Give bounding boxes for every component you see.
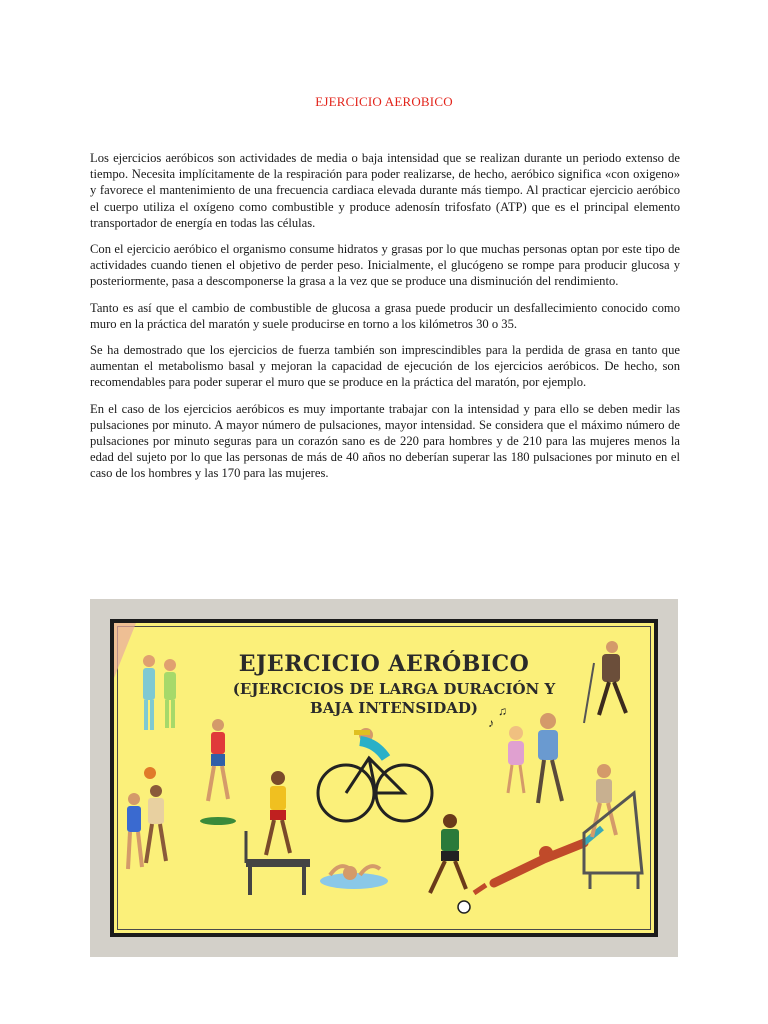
svg-text:♫: ♫ bbox=[498, 704, 507, 718]
basketball-players-figure bbox=[127, 767, 166, 869]
cyclist-figure bbox=[318, 728, 432, 821]
elliptical-user-figure bbox=[584, 764, 642, 889]
paragraph-2: Con el ejercicio aeróbico el organismo consume hidratos y grasas por lo que muchas personas optan por este tipo de actividades cuando tienen el objetivo de perder peso. Inicialmente, el glucógeno se rompe para producir glucosa y posteriormente, pasa a descomponerse la grasa a la vez que se produce una disminución del rendimiento. bbox=[90, 242, 680, 289]
dancers-figure bbox=[488, 704, 562, 803]
svg-text:♪: ♪ bbox=[488, 716, 494, 730]
paragraph-1: Los ejercicios aeróbicos son actividades de media o baja intensidad que se realizan durante un periodo extenso de tiempo. Necesita implícitamente de la respiración para poder realizarse, de hecho, aeróbico significa «con oxigeno» y favorece el mantenimiento de una frecuencia cardiaca elevada durante más tiempo. Al practicar ejercicio aeróbico el cuerpo utiliza el oxígeno como combustible y produce adenosín trifosfato (ATP) que es el principal elemento transportador de energía en todas las células. bbox=[90, 151, 680, 230]
document-title: EJERCICIO AEROBICO bbox=[315, 94, 453, 109]
runner-figure bbox=[200, 719, 236, 825]
swimmer-figure bbox=[320, 866, 388, 889]
soccer-player-figure bbox=[430, 814, 470, 913]
poster-subheading-line-1: (EJERCICIOS DE LARGA DURACIÓN Y bbox=[232, 680, 556, 698]
poster-subheading-line-2: BAJA INTENSIDAD) bbox=[310, 699, 478, 717]
paragraph-5: En el caso de los ejercicios aeróbicos es muy importante trabajar con la intensidad y para ello se deben medir las pulsaciones por minuto. A mayor número de pulsaciones, mayor intensidad. Se considera que el máximo número de pulsaciones por minuto seguras para un corazón sano es de 220 para hombres y de 210 para las mujeres menos la edad del sujeto por lo que las personas de más de 40 años no deberían superar las 180 pulsaciones por minuto en el caso de los hombres y las 170 para las mujeres. bbox=[90, 401, 680, 481]
paragraph-3: Tanto es así que el cambio de combustible de glucosa a grasa puede producir un desfallecimiento conocido como muro en la práctica del maratón y suele producirse en torno a los kilómetros 30 o 35. bbox=[90, 300, 680, 331]
document-body bbox=[90, 150, 680, 492]
poster-heading: EJERCICIO AERÓBICO bbox=[238, 651, 530, 677]
poster-image-frame bbox=[90, 599, 678, 957]
paragraph-4: Se ha demostrado que los ejercicios de fuerza también son imprescindibles para la perdida de grasa en tanto que aumentan el metabolismo basal y mejoran la capacidad de ejecución de los ejercicios aeróbicos. De hecho, son recomendables para poder superar el muro que se produce en la práctica del maratón, por ejemplo. bbox=[90, 343, 680, 390]
treadmill-runner-figure bbox=[246, 771, 310, 895]
aerobic-exercise-poster bbox=[110, 619, 658, 937]
poster-subheading bbox=[174, 680, 614, 718]
